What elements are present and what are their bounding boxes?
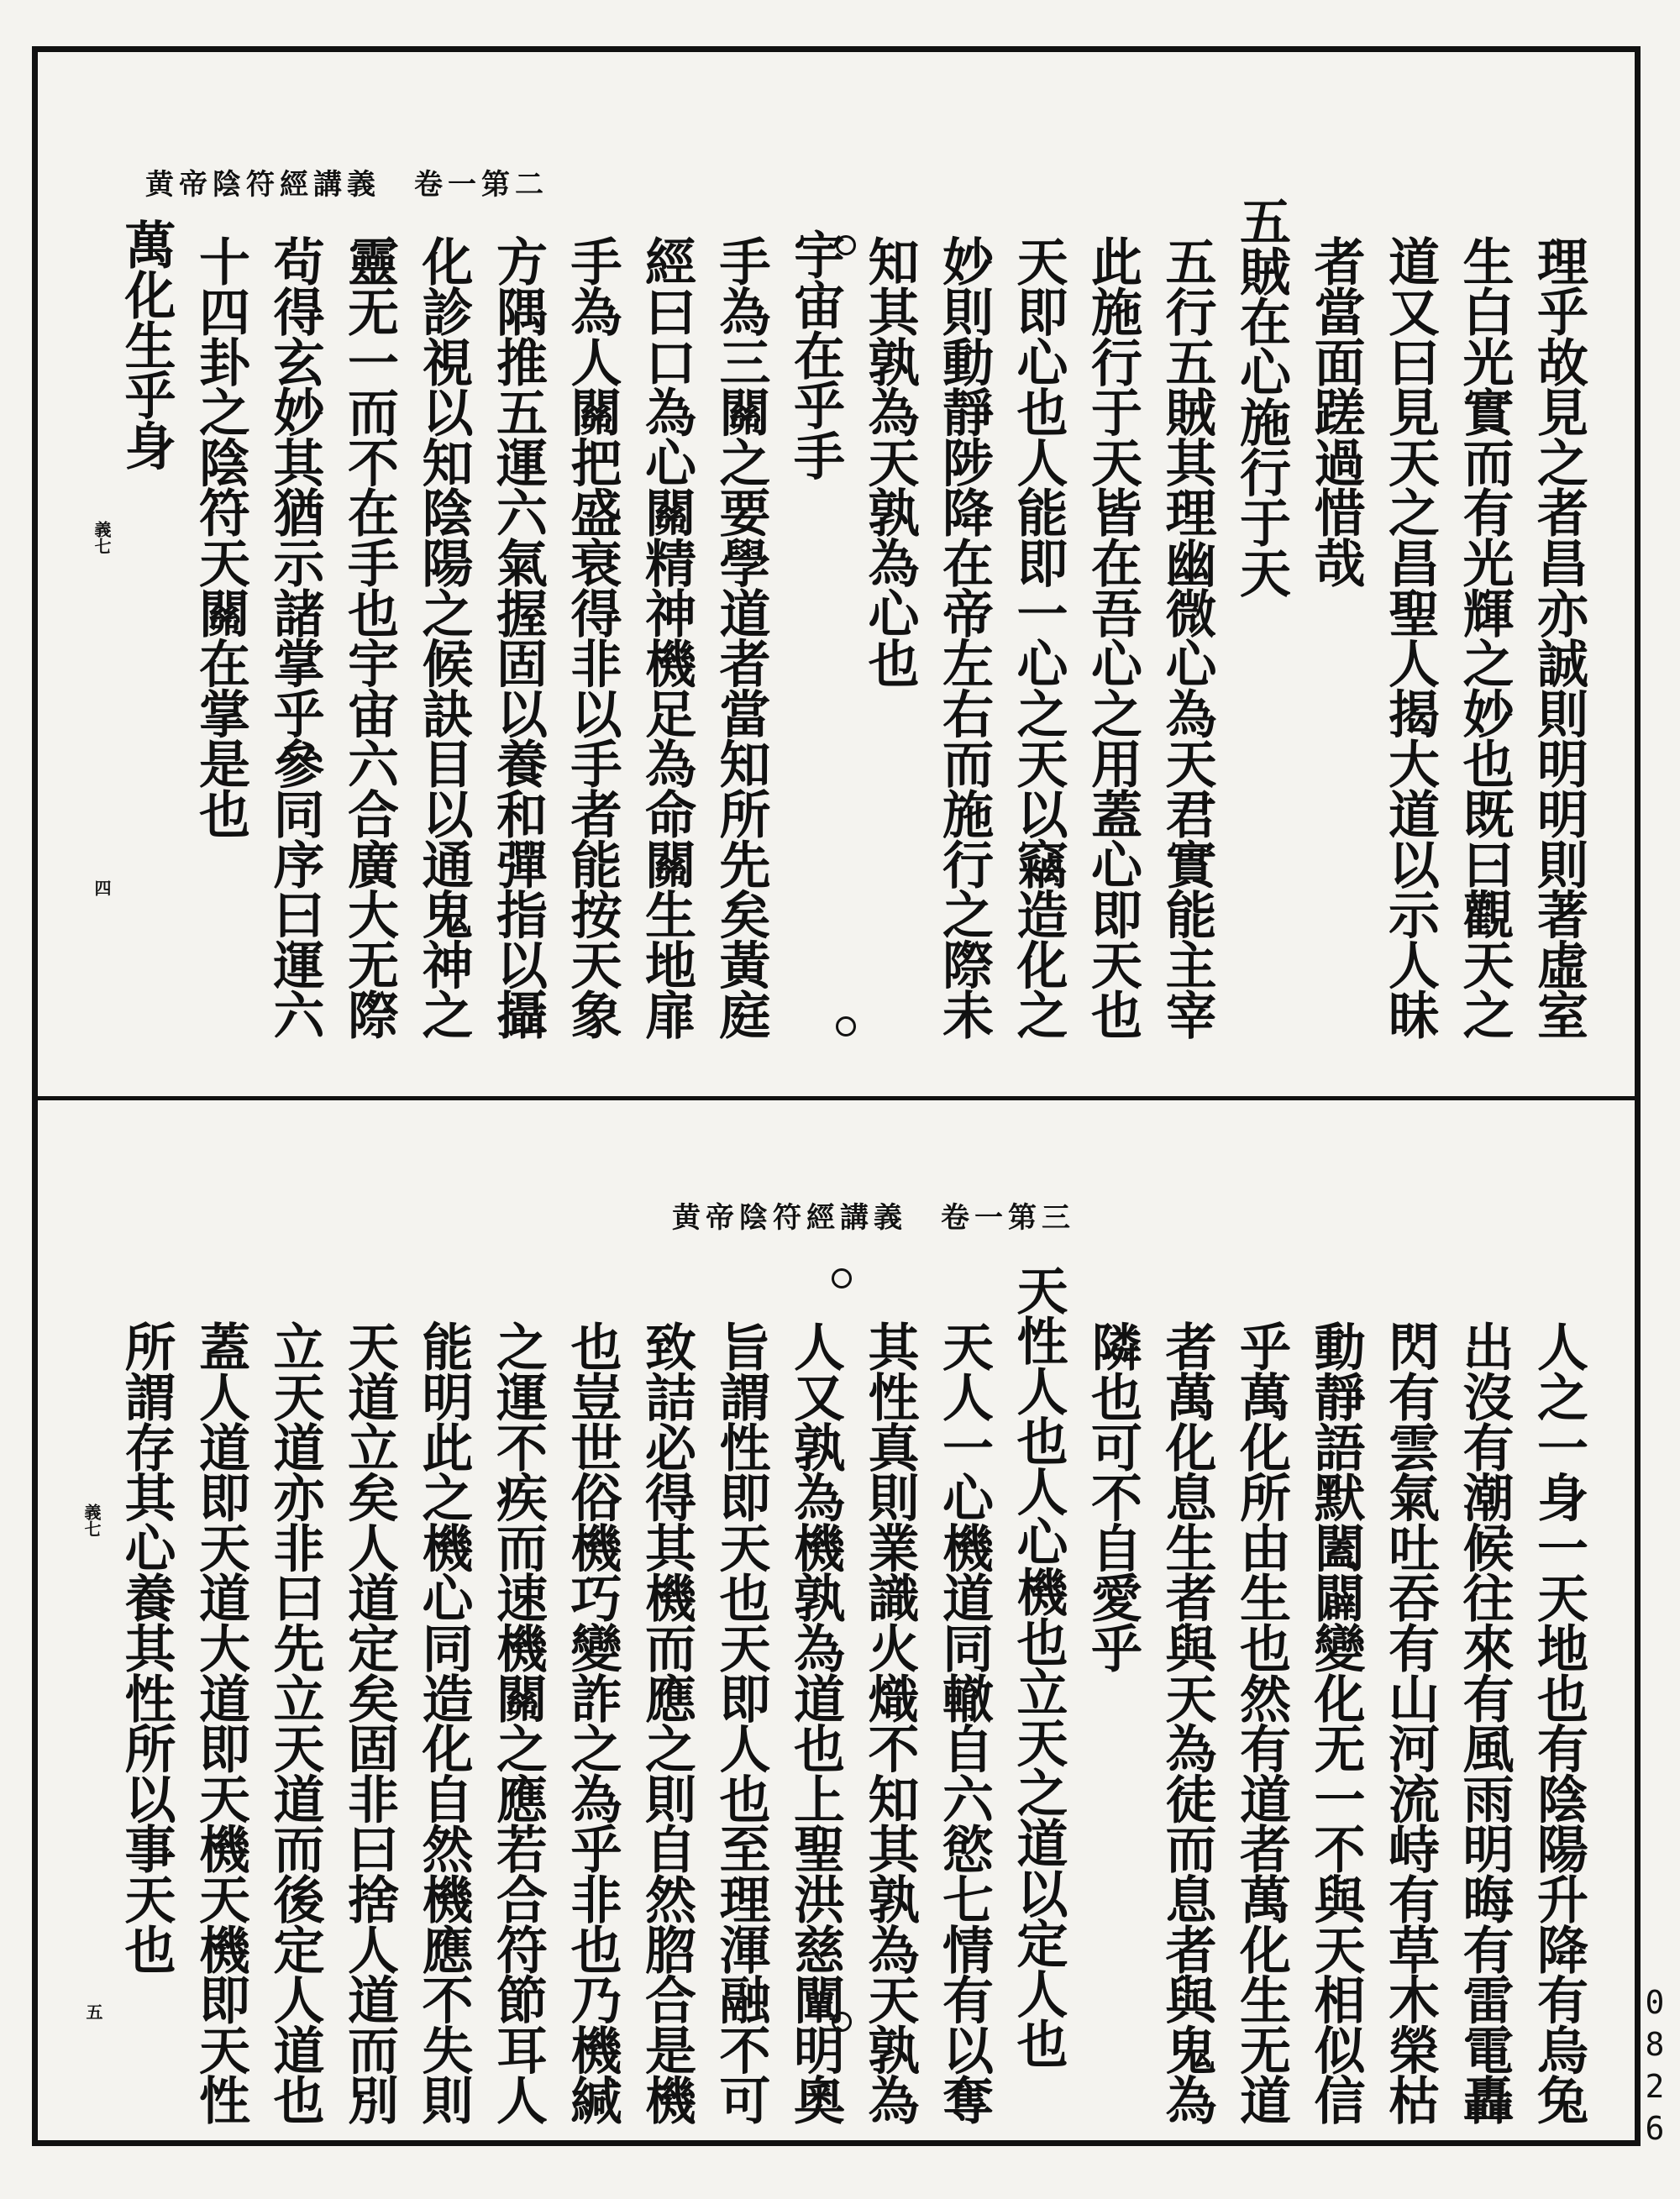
text-column: 人之一身一天地也有陰陽升降有烏兔 (1529, 1320, 1588, 2124)
text-column: 宇宙在乎手 (785, 228, 845, 480)
text-column: 十四卦之陰符天關在掌是也 (191, 235, 250, 838)
top-page-header: 黄帝陰符經講義 卷一第二 (145, 168, 549, 202)
section-marker-circle (832, 2012, 852, 2032)
text-column: 也豈世俗機巧變詐之為乎非也乃機緘 (562, 1320, 622, 2124)
text-column: 化診視以知陰陽之候訣目以通鬼神之 (413, 235, 474, 1039)
bottom-page-header: 黄帝陰符經講義 卷一第三 (672, 1201, 1075, 1235)
text-column: 出沒有潮候往來有風雨明晦有雷電轟 (1454, 1320, 1515, 2124)
text-column: 靈无一而不在手也宇宙六合廣大无際 (339, 235, 399, 1039)
text-column: 之運不疾而速機關之應若合符節耳人 (488, 1320, 548, 2124)
text-column: 天人一心機道同轍自六慾七情有以奪 (934, 1320, 994, 2124)
text-column: 手為人關把盛衰得非以手者能按天象 (562, 235, 622, 1039)
text-column: 天性人也人心機也立天之道以定人也 (1008, 1264, 1068, 2068)
top-page (38, 52, 1635, 1096)
text-column: 天即心也人能即一心之天以竊造化之 (1008, 235, 1068, 1039)
section-marker-circle (836, 1016, 856, 1037)
text-column: 天道立矣人道定矣固非曰捨人道而別 (339, 1320, 399, 2124)
text-column: 蓋人道即天道大道即天機天機即天性 (191, 1320, 250, 2124)
text-column: 所謂存其心養其性所以事天也 (116, 1320, 176, 1974)
text-column: 手為三關之要學道者當知所先矣黃庭 (711, 235, 771, 1039)
text-column: 動靜語默闔闢變化无一不與天相似信 (1305, 1320, 1366, 2124)
text-column: 者當面蹉過惜哉 (1305, 235, 1366, 587)
text-column: 妙則動靜陟降在帝左右而施行之際未 (934, 235, 994, 1039)
text-column: 能明此之機心同造化自然機應不失則 (413, 1320, 474, 2124)
bottom-margin-note-folio: 五 (83, 2003, 103, 2020)
section-marker-circle (832, 1268, 852, 1288)
text-column: 閃有雲氣吐吞有山河流峙有草木榮枯 (1380, 1320, 1440, 2124)
text-column: 知其孰為天孰為心也 (859, 235, 920, 688)
text-column: 隣也可不自愛乎 (1083, 1320, 1142, 1672)
text-column: 立天道亦非曰先立天道而後定人道也 (265, 1320, 325, 2124)
text-column: 萬化生乎身 (116, 218, 176, 470)
bottom-page (38, 1100, 1635, 2140)
text-column: 生白光實而有光輝之妙也既曰觀天之 (1454, 235, 1515, 1039)
text-column: 茍得玄妙其猶示諸掌乎參同序曰運六 (265, 235, 325, 1039)
text-column: 理乎故見之者昌亦誠則明明則著虛室 (1529, 235, 1588, 1039)
text-column: 人又孰為機孰為道也上聖洪慈闡明奧 (785, 1320, 845, 2124)
text-column: 此施行于天皆在吾心之用蓋心即天也 (1083, 235, 1142, 1039)
top-margin-note-folio: 四 (92, 879, 112, 896)
text-column: 方隅推五運六氣握固以養和彈指以攝 (488, 235, 548, 1039)
text-column: 經曰口為心關精神機足為命關生地扉 (637, 235, 696, 1039)
text-column: 乎萬化所由生也然有道者萬化生无道 (1231, 1320, 1291, 2124)
bottom-margin-note-volume: 義七 (81, 1504, 102, 1537)
text-column: 五行五賊其理幽微心為天君實能主宰 (1157, 235, 1217, 1039)
text-column: 者萬化息生者與天為徒而息者與鬼為 (1157, 1320, 1217, 2124)
section-marker-circle (836, 235, 856, 255)
top-margin-note-volume: 義七 (92, 521, 112, 554)
text-column: 旨謂性即天也天即人也至理渾融不可 (711, 1320, 771, 2124)
text-column: 其性真則業識火熾不知其孰為天孰為 (859, 1320, 920, 2124)
text-column: 道又曰見天之昌聖人揭大道以示人昧 (1380, 235, 1440, 1039)
text-column: 五賊在心施行于天 (1231, 195, 1291, 597)
page-number: 0826 (1636, 1984, 1673, 2152)
text-column: 致詰必得其機而應之則自然脗合是機 (637, 1320, 696, 2124)
